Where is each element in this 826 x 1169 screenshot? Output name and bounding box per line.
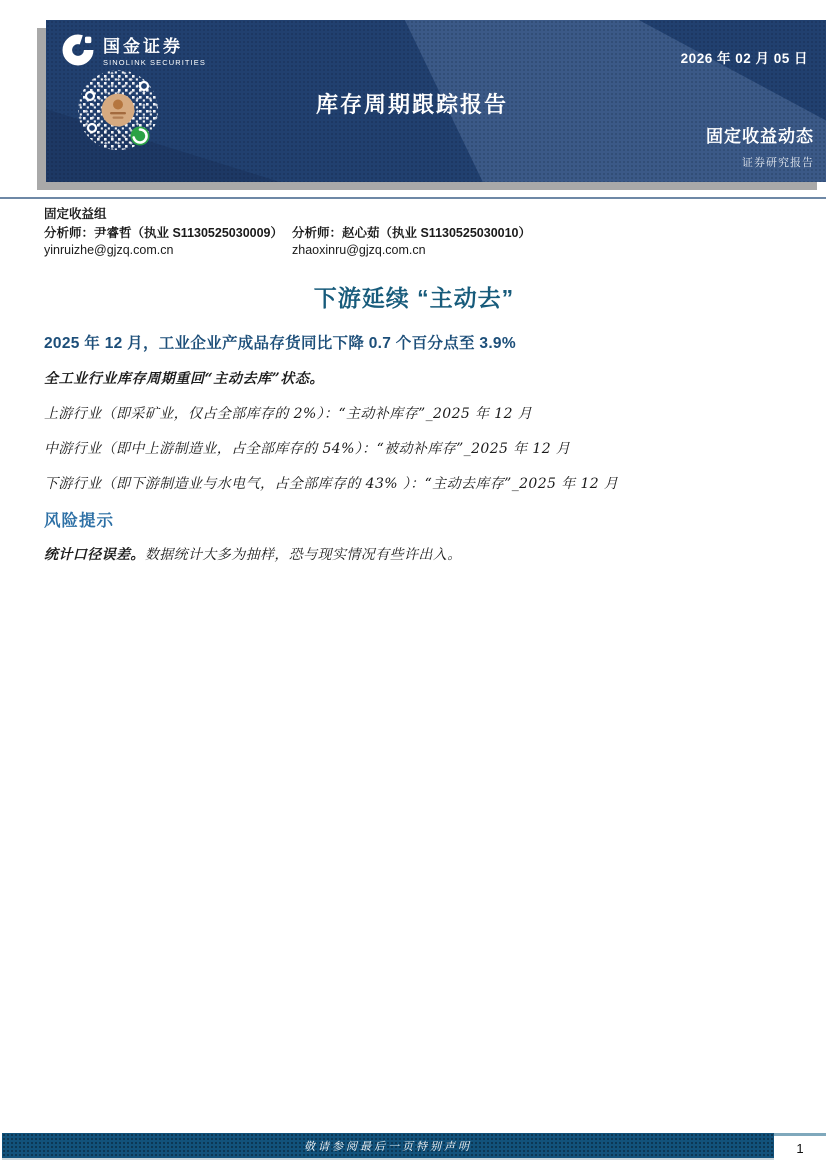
analyst-group-label: 固定收益组 [44,207,107,221]
header-separator-line [0,197,826,199]
analyst-name-row [44,225,784,242]
brand-logo-block [62,34,206,71]
report-date: 2026 年 02 月 05 日 [680,51,808,66]
paragraph-downstream: 下游行业（即下游制造业与水电气，占全部库存的 43% ）：“主动去库存”_2025 年 12 月 [44,476,619,492]
footer-disclaimer-bar [2,1133,774,1160]
risk-bold-text: 统计口径误差。 [44,547,145,563]
brand-name: 国金证券 [103,37,183,56]
report-category: 固定收益动态 [706,127,814,146]
report-series-title: 库存周期跟踪报告 [315,92,508,117]
page-number: 1 [774,1133,826,1160]
paragraph-upstream: 上游行业（即采矿业，仅占全部库存的 2%）：“主动补库存”_2025 年 12 月 [44,406,533,422]
report-subcategory: 证券研究报告 [742,157,814,169]
wechat-qr-code [76,68,160,157]
section-heading: 2025 年 12 月，工业企业产成品存货同比下降 0.7 个百分点至 3.9% [44,335,516,352]
report-content [44,206,784,564]
paragraph-midstream: 中游行业（即中上游制造业，占全部库存的 54%）：“被动补库存”_2025 年 12 月 [44,441,571,457]
brand-subtitle: SINOLINK SECURITIES [103,58,207,67]
risk-rest-text: 数据统计大多为抽样，恐与现实情况有些许出入。 [144,547,462,563]
wechat-icon [131,127,150,146]
footer-disclaimer: 敬请参阅最后一页特别声明 [304,1139,472,1153]
lead-sentence: 全工业行业库存周期重回“主动去库”状态。 [44,371,325,387]
analyst-name-line: 分析师：赵心茹（执业 S1130525030010） [292,226,531,240]
sinolink-logo-icon [62,34,94,71]
analyst-email: yinruizhe@gjzq.com.cn [44,243,174,257]
analyst-email: zhaoxinru@gjzq.com.cn [292,243,426,257]
page-title: 下游延续 “主动去” [313,285,515,311]
analyst-name-line: 分析师：尹睿哲（执业 S1130525030009） [44,226,283,240]
header-banner [46,20,826,182]
risk-heading: 风险提示 [44,512,114,530]
risk-paragraph [44,546,784,564]
analyst-email-row [44,242,784,259]
